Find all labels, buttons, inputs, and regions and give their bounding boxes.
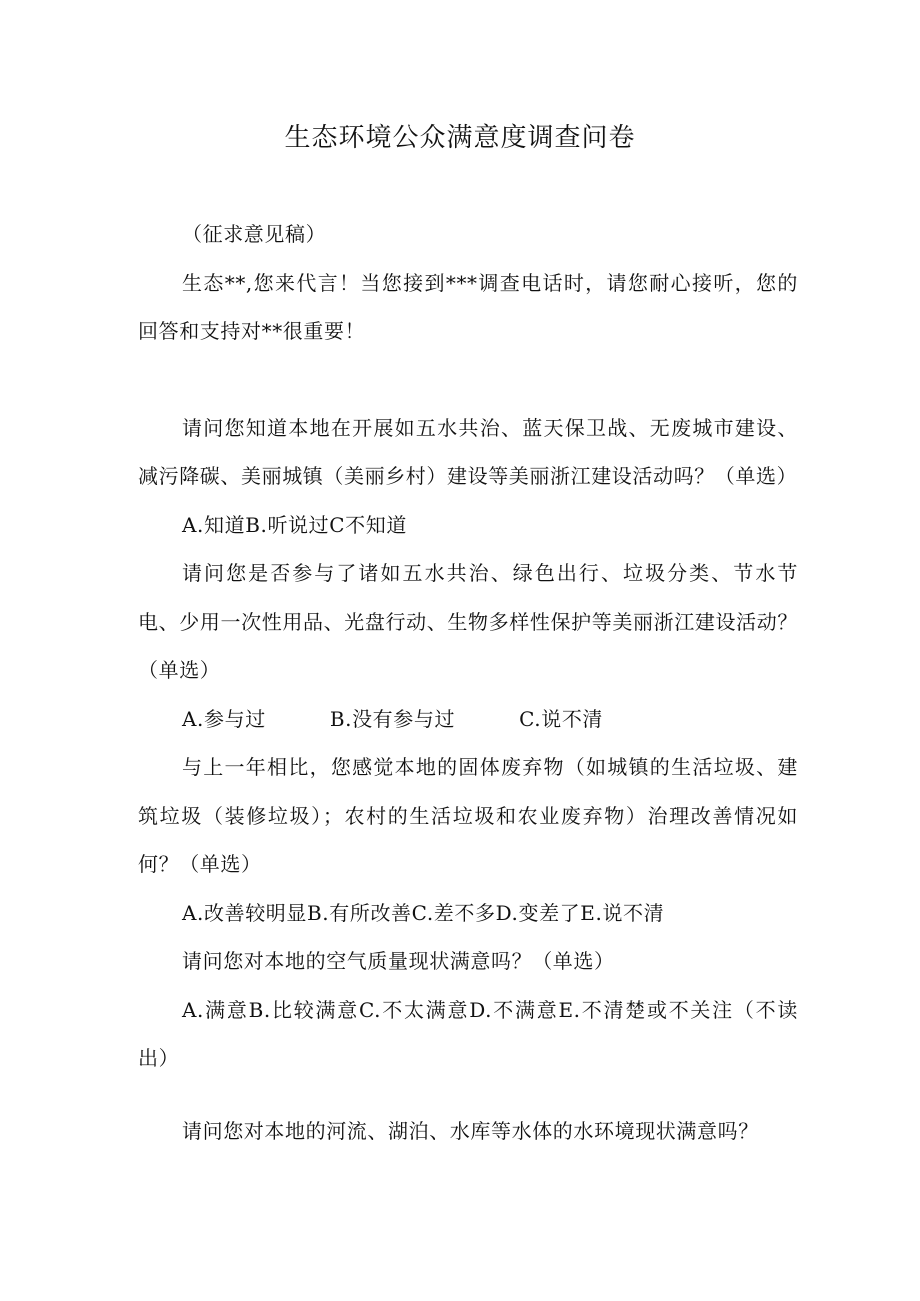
question-1-text: 请问您知道本地在开展如五水共治、蓝天保卫战、无废城市建设、减污降碳、美丽城镇（美丽乡村）建设等美丽浙江建设活动吗？（单选） bbox=[138, 415, 798, 488]
question-4-text: 请问您对本地的空气质量现状满意吗？（单选） bbox=[182, 949, 615, 973]
question-2-options bbox=[138, 695, 798, 744]
question-3-text: 与上一年相比，您感觉本地的固体废弃物（如城镇的生活垃圾、建筑垃圾（装修垃圾）；农村的生活垃圾和农业废弃物）治理改善情况如何？（单选） bbox=[138, 755, 798, 876]
document-body bbox=[138, 210, 798, 1155]
question-4-options: A.满意B.比较满意C.不太满意D.不满意E.不清楚或不关注（不读出） bbox=[138, 997, 798, 1070]
question-3-options: A.改善较明显B.有所改善C.差不多D.变差了E.说不清 bbox=[182, 900, 665, 925]
question-2-option-a: A.参与过 bbox=[182, 706, 266, 731]
document-subtitle: （征求意见稿） bbox=[182, 222, 327, 246]
question-1-options: A.知道B.听说过C不知道 bbox=[182, 512, 407, 537]
question-2-option-b: B.没有参与过 bbox=[329, 706, 456, 731]
question-2-option-c: C.说不清 bbox=[519, 706, 604, 731]
question-2-text: 请问您是否参与了诸如五水共治、绿色出行、垃圾分类、节水节电、少用一次性用品、光盘行动、生物多样性保护等美丽浙江建设活动？（单选） bbox=[138, 561, 798, 682]
intro-paragraph: 生态**,您来代言！当您接到***调查电话时，请您耐心接听，您的回答和支持对**很重要！ bbox=[138, 270, 798, 343]
document-title: 生态环境公众满意度调查问卷 bbox=[284, 123, 636, 153]
question-5-text: 请问您对本地的河流、湖泊、水库等水体的水环境现状满意吗？ bbox=[182, 1118, 759, 1143]
